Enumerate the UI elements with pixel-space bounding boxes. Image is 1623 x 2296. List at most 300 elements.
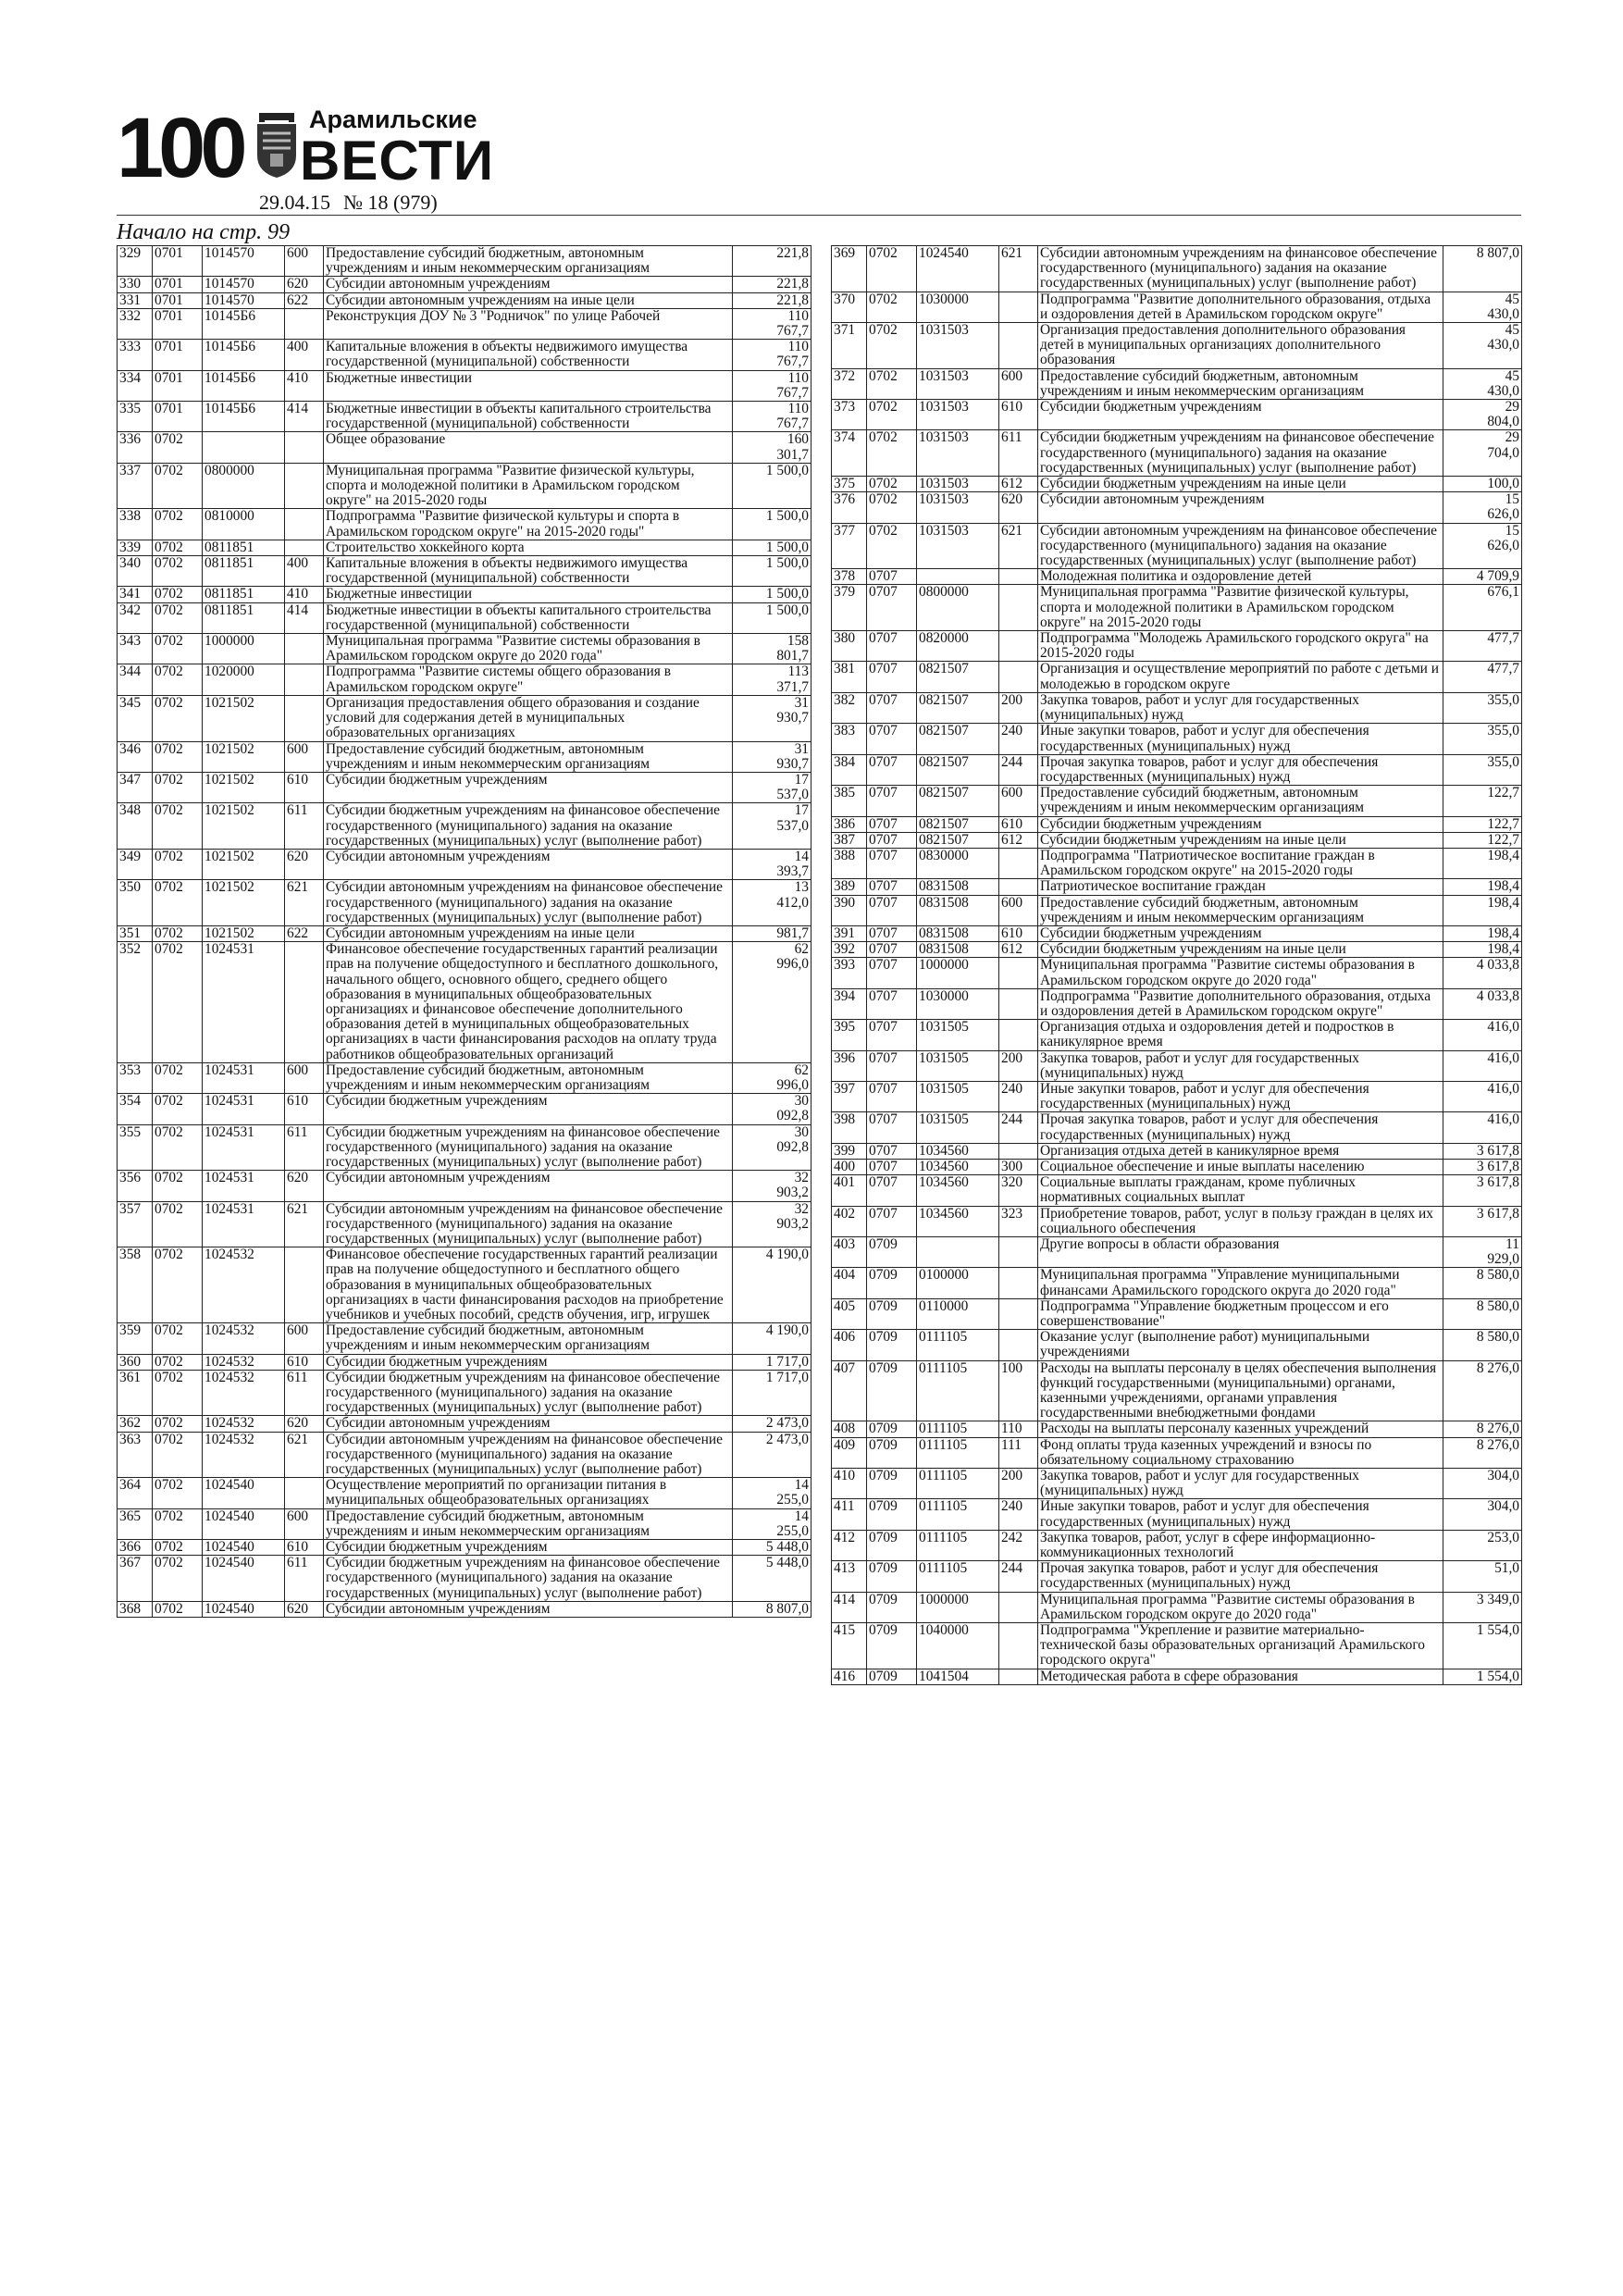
table-row (832, 400, 1522, 430)
target-code (917, 569, 999, 585)
expense-type-code (999, 879, 1038, 895)
row-amount: 8 807,0 (733, 1601, 812, 1617)
target-code (917, 1237, 999, 1268)
row-number: 393 (832, 958, 867, 988)
row-description: Финансовое обеспечение государственных гарантий реализации прав на получение общедоступного и бесплатного дошкольного, начального общего, основного общего, среднего общего образования в муниципальных общеобразовательных организациях и финансовое обеспечение дополнительного образования детей в муниципальных общеобразовательных организациях в части финансирования расходов на оплату труда работников общеобразовательных организаций (324, 942, 733, 1063)
row-number: 383 (832, 724, 867, 754)
row-number: 414 (832, 1592, 867, 1622)
target-code: 1021502 (203, 741, 285, 772)
section-code: 0707 (867, 1206, 917, 1236)
row-description: Субсидии бюджетным учреждениям (1038, 925, 1443, 941)
row-description: Муниципальная программа "Управление муниципальными финансами Арамильского городского округа до 2020 года" (1038, 1268, 1443, 1298)
row-description: Подпрограмма "Укрепление и развитие материально-технической базы образовательных организаций Арамильского городского округа" (1038, 1623, 1443, 1669)
row-description: Субсидии бюджетным учреждениям на иные цели (1038, 832, 1443, 848)
section-code: 0709 (867, 1237, 917, 1268)
section-code: 0702 (153, 1478, 203, 1508)
row-description: Предоставление субсидий бюджетным, автономным учреждениям и иным некоммерческим организациям (1038, 368, 1443, 399)
row-amount: 110 767,7 (733, 308, 812, 339)
row-description: Субсидии бюджетным учреждениям (1038, 400, 1443, 430)
row-description: Субсидии бюджетным учреждениям (324, 1540, 733, 1556)
target-code: 0111105 (917, 1469, 999, 1499)
row-description: Субсидии автономным учреждениям на иные цели (324, 925, 733, 941)
table-row (832, 368, 1522, 399)
table-row (832, 786, 1522, 816)
row-amount: 30 092,8 (733, 1094, 812, 1124)
row-number: 359 (118, 1323, 153, 1354)
section-code: 0707 (867, 816, 917, 832)
section-code: 0702 (867, 292, 917, 322)
table-row (118, 540, 812, 555)
section-code: 0702 (153, 1124, 203, 1171)
table-row (118, 1540, 812, 1556)
target-code: 0811851 (203, 556, 285, 587)
table-row (832, 724, 1522, 754)
table-row (832, 1143, 1522, 1159)
section-code: 0702 (153, 587, 203, 602)
table-row (832, 942, 1522, 958)
table-row (832, 1268, 1522, 1298)
expense-type-code: 610 (285, 1354, 324, 1370)
row-amount: 355,0 (1443, 754, 1522, 785)
newspaper-masthead (117, 100, 1523, 214)
row-number: 370 (832, 292, 867, 322)
table-row (118, 292, 812, 308)
expense-type-code: 610 (999, 400, 1038, 430)
table-row (832, 1669, 1522, 1684)
row-description: Предоставление субсидий бюджетным, автономным учреждениям и иным некоммерческим организациям (324, 1508, 733, 1539)
target-code: 1024532 (203, 1416, 285, 1432)
table-row (832, 1421, 1522, 1437)
target-code: 0821507 (917, 754, 999, 785)
row-amount: 29 704,0 (1443, 430, 1522, 477)
target-code: 10145Б6 (203, 340, 285, 370)
table-row (118, 803, 812, 850)
expense-type-code: 611 (999, 430, 1038, 477)
table-row (118, 556, 812, 587)
table-row (118, 1556, 812, 1602)
row-number: 405 (832, 1298, 867, 1329)
row-number: 355 (118, 1124, 153, 1171)
expense-type-code: 612 (999, 477, 1038, 492)
row-number: 408 (832, 1421, 867, 1437)
row-number: 340 (118, 556, 153, 587)
row-amount: 8 580,0 (1443, 1298, 1522, 1329)
section-code: 0702 (867, 246, 917, 292)
row-number: 372 (832, 368, 867, 399)
table-row (832, 1437, 1522, 1468)
row-number: 394 (832, 988, 867, 1019)
row-amount: 62 996,0 (733, 942, 812, 1063)
section-code: 0702 (153, 1247, 203, 1323)
target-code: 1024531 (203, 1062, 285, 1093)
section-code: 0702 (153, 1094, 203, 1124)
row-number: 387 (832, 832, 867, 848)
expense-type-code (999, 1268, 1038, 1298)
expense-type-code: 610 (285, 1094, 324, 1124)
row-number: 349 (118, 849, 153, 879)
target-code: 1040000 (917, 1623, 999, 1669)
expense-type-code: 600 (285, 246, 324, 277)
section-code: 0707 (867, 958, 917, 988)
row-description: Предоставление субсидий бюджетным, автономным учреждениям и иным некоммерческим организациям (324, 246, 733, 277)
row-amount: 51,0 (1443, 1561, 1522, 1592)
row-number: 384 (832, 754, 867, 785)
row-number: 368 (118, 1601, 153, 1617)
expense-type-code: 300 (999, 1159, 1038, 1174)
row-amount: 304,0 (1443, 1469, 1522, 1499)
target-code: 1024540 (203, 1556, 285, 1602)
section-code: 0702 (153, 741, 203, 772)
target-code: 1024540 (203, 1508, 285, 1539)
row-number: 412 (832, 1530, 867, 1560)
expense-type-code (999, 1237, 1038, 1268)
row-number: 391 (832, 925, 867, 941)
issue-line (259, 191, 438, 215)
expense-type-code: 610 (285, 1540, 324, 1556)
row-number: 385 (832, 786, 867, 816)
row-number: 351 (118, 925, 153, 941)
row-amount: 113 371,7 (733, 664, 812, 695)
row-amount: 1 500,0 (733, 602, 812, 633)
expense-type-code: 620 (285, 1601, 324, 1617)
row-number: 335 (118, 402, 153, 432)
section-code: 0702 (153, 803, 203, 850)
target-code: 1031505 (917, 1112, 999, 1143)
table-row (832, 430, 1522, 477)
target-code: 1021502 (203, 880, 285, 926)
expense-type-code (999, 1143, 1038, 1159)
expense-type-code (285, 463, 324, 509)
target-code: 1000000 (917, 958, 999, 988)
expense-type-code: 600 (285, 1323, 324, 1354)
row-description: Подпрограмма "Патриотическое воспитание граждан в Арамильском городском округе" на 2015-2020 годы (1038, 848, 1443, 878)
row-amount: 198,4 (1443, 942, 1522, 958)
expense-type-code: 621 (999, 523, 1038, 569)
target-code: 1031503 (917, 523, 999, 569)
expense-type-code: 610 (999, 816, 1038, 832)
row-amount: 1 554,0 (1443, 1669, 1522, 1684)
row-description: Молодежная политика и оздоровление детей (1038, 569, 1443, 585)
row-amount: 15 626,0 (1443, 523, 1522, 569)
target-code: 1024532 (203, 1370, 285, 1416)
table-row (832, 832, 1522, 848)
row-amount: 122,7 (1443, 786, 1522, 816)
row-description: Субсидии бюджетным учреждениям на финансовое обеспечение государственного (муниципального) задания на оказание государственных (муниципальных) услуг (выполнение работ) (324, 1556, 733, 1602)
table-row (118, 1124, 812, 1171)
section-code: 0709 (867, 1592, 917, 1622)
row-number: 379 (832, 585, 867, 631)
row-number: 356 (118, 1171, 153, 1201)
row-number: 378 (832, 569, 867, 585)
table-row (118, 277, 812, 292)
section-code: 0707 (867, 692, 917, 723)
section-code: 0702 (153, 1508, 203, 1539)
row-number: 367 (118, 1556, 153, 1602)
row-amount: 1 500,0 (733, 540, 812, 555)
section-code: 0709 (867, 1530, 917, 1560)
table-row (832, 879, 1522, 895)
row-number: 358 (118, 1247, 153, 1323)
target-code: 0811851 (203, 602, 285, 633)
section-code: 0707 (867, 942, 917, 958)
row-amount: 122,7 (1443, 816, 1522, 832)
section-code: 0702 (153, 772, 203, 802)
target-code: 0821507 (917, 662, 999, 692)
expense-type-code: 400 (285, 556, 324, 587)
section-code: 0702 (153, 664, 203, 695)
row-description: Субсидии автономным учреждениям (1038, 492, 1443, 523)
table-row (832, 1330, 1522, 1360)
row-description: Субсидии бюджетным учреждениям на финансовое обеспечение государственного (муниципального) задания на оказание государственных (муниципальных) услуг (выполнение работ) (1038, 430, 1443, 477)
row-amount: 477,7 (1443, 662, 1522, 692)
row-description: Субсидии бюджетным учреждениям на иные цели (1038, 942, 1443, 958)
section-code: 0701 (153, 402, 203, 432)
row-amount: 14 255,0 (733, 1508, 812, 1539)
section-code: 0707 (867, 754, 917, 785)
table-row (832, 1159, 1522, 1174)
row-number: 369 (832, 246, 867, 292)
expense-type-code: 611 (285, 803, 324, 850)
table-row (118, 246, 812, 277)
section-code: 0702 (867, 368, 917, 399)
target-code: 0821507 (917, 724, 999, 754)
row-amount: 981,7 (733, 925, 812, 941)
row-number: 413 (832, 1561, 867, 1592)
target-code: 0810000 (203, 509, 285, 540)
row-number: 331 (118, 292, 153, 308)
row-number: 337 (118, 463, 153, 509)
row-number: 371 (832, 323, 867, 369)
row-description: Субсидии автономным учреждениям на финансовое обеспечение государственного (муниципального) задания на оказание государственных (муниципальных) услуг (выполнение работ) (1038, 246, 1443, 292)
row-amount: 1 500,0 (733, 509, 812, 540)
target-code: 1021502 (203, 925, 285, 941)
section-code: 0701 (153, 370, 203, 401)
expense-type-code: 600 (999, 786, 1038, 816)
expense-type-code: 621 (285, 1201, 324, 1247)
expense-type-code (999, 1592, 1038, 1622)
row-description: Организация предоставления общего образования и создание условий для содержания детей в муниципальных образовательных организациях (324, 695, 733, 741)
target-code: 0830000 (917, 848, 999, 878)
row-amount: 304,0 (1443, 1499, 1522, 1530)
expense-type-code (999, 585, 1038, 631)
target-code: 1034560 (917, 1143, 999, 1159)
row-amount: 1 717,0 (733, 1354, 812, 1370)
target-code: 1031505 (917, 1020, 999, 1050)
table-row (118, 402, 812, 432)
section-code: 0707 (867, 832, 917, 848)
table-row (832, 1592, 1522, 1622)
expense-type-code (999, 1623, 1038, 1669)
row-number: 352 (118, 942, 153, 1063)
row-description: Субсидии автономным учреждениям на финансовое обеспечение государственного (муниципального) задания на оказание государственных (муниципальных) услуг (выполнение работ) (1038, 523, 1443, 569)
target-code: 1031503 (917, 323, 999, 369)
row-description: Социальное обеспечение и иные выплаты населению (1038, 1159, 1443, 1174)
row-amount: 477,7 (1443, 631, 1522, 662)
section-code: 0702 (867, 477, 917, 492)
table-row (118, 772, 812, 802)
row-amount: 110 767,7 (733, 402, 812, 432)
budget-table-right (831, 245, 1522, 1685)
row-amount: 62 996,0 (733, 1062, 812, 1093)
table-row (832, 1298, 1522, 1329)
section-code: 0701 (153, 292, 203, 308)
section-code: 0707 (867, 786, 917, 816)
row-amount: 45 430,0 (1443, 368, 1522, 399)
section-code: 0709 (867, 1469, 917, 1499)
row-number: 380 (832, 631, 867, 662)
row-number: 362 (118, 1416, 153, 1432)
row-description: Субсидии бюджетным учреждениям на финансовое обеспечение государственного (муниципального) задания на оказание государственных (муниципальных) услуг (выполнение работ) (324, 1370, 733, 1416)
row-description: Иные закупки товаров, работ и услуг для обеспечения государственных (муниципальных) нужд (1038, 724, 1443, 754)
row-description: Оказание услуг (выполнение работ) муниципальными учреждениями (1038, 1330, 1443, 1360)
expense-type-code: 110 (999, 1421, 1038, 1437)
expense-type-code: 240 (999, 1081, 1038, 1111)
table-row (118, 432, 812, 463)
row-description: Подпрограмма "Развитие физической культуры и спорта в Арамильском городском округе" на 2015-2020 годы" (324, 509, 733, 540)
row-amount: 110 767,7 (733, 370, 812, 401)
row-amount: 3 617,8 (1443, 1159, 1522, 1174)
row-amount: 355,0 (1443, 692, 1522, 723)
target-code: 0111105 (917, 1530, 999, 1560)
expense-type-code (999, 323, 1038, 369)
table-row (832, 1360, 1522, 1421)
target-code: 1030000 (917, 292, 999, 322)
continuation-note: Начало на стр. 99 (117, 220, 291, 244)
row-number: 374 (832, 430, 867, 477)
target-code: 0831508 (917, 895, 999, 925)
row-amount: 32 903,2 (733, 1201, 812, 1247)
section-code: 0707 (867, 848, 917, 878)
table-row (118, 370, 812, 401)
row-description: Реконструкция ДОУ № 3 "Родничок" по улице Рабочей (324, 308, 733, 339)
table-row (832, 754, 1522, 785)
row-number: 336 (118, 432, 153, 463)
expense-type-code: 611 (285, 1556, 324, 1602)
row-amount: 4 190,0 (733, 1247, 812, 1323)
table-row (832, 323, 1522, 369)
row-description: Субсидии бюджетным учреждениям (324, 772, 733, 802)
expense-type-code: 620 (999, 492, 1038, 523)
table-row (832, 246, 1522, 292)
section-code: 0709 (867, 1330, 917, 1360)
row-amount: 8 276,0 (1443, 1421, 1522, 1437)
row-description: Закупка товаров, работ и услуг для государственных (муниципальных) нужд (1038, 1050, 1443, 1081)
row-amount: 8 276,0 (1443, 1360, 1522, 1421)
section-code: 0702 (153, 1601, 203, 1617)
row-description: Субсидии автономным учреждениям (324, 1416, 733, 1432)
table-row (832, 523, 1522, 569)
target-code: 1034560 (917, 1175, 999, 1206)
section-code: 0707 (867, 1159, 917, 1174)
target-code: 1030000 (917, 988, 999, 1019)
expense-type-code: 244 (999, 1561, 1038, 1592)
row-description: Общее образование (324, 432, 733, 463)
expense-type-code (999, 848, 1038, 878)
row-description: Финансовое обеспечение государственных гарантий реализации прав на получение общедоступного и бесплатного общего образования в муниципальных общеобразовательных организациях в части финансирования расходов на приобретение учебников и учебных пособий, средств обучения, игр, игрушек (324, 1247, 733, 1323)
row-number: 333 (118, 340, 153, 370)
row-number: 398 (832, 1112, 867, 1143)
row-description: Субсидии автономным учреждениям (324, 277, 733, 292)
row-amount: 32 903,2 (733, 1171, 812, 1201)
masthead-title: ВЕСТИ (300, 130, 494, 192)
section-code: 0702 (153, 1556, 203, 1602)
row-number: 397 (832, 1081, 867, 1111)
expense-type-code: 240 (999, 1499, 1038, 1530)
row-number: 366 (118, 1540, 153, 1556)
expense-type-code: 612 (999, 942, 1038, 958)
row-amount: 29 804,0 (1443, 400, 1522, 430)
section-code: 0707 (867, 569, 917, 585)
row-description: Бюджетные инвестиции в объекты капитального строительства государственной (муниципальной) собственности (324, 402, 733, 432)
row-description: Прочая закупка товаров, работ и услуг для обеспечения государственных (муниципальных) нужд (1038, 754, 1443, 785)
target-code: 1031503 (917, 477, 999, 492)
table-row (832, 816, 1522, 832)
section-code: 0702 (867, 523, 917, 569)
expense-type-code: 200 (999, 1469, 1038, 1499)
target-code: 1024532 (203, 1354, 285, 1370)
expense-type-code (285, 695, 324, 741)
row-number: 347 (118, 772, 153, 802)
target-code: 1031505 (917, 1081, 999, 1111)
target-code: 1031503 (917, 430, 999, 477)
row-description: Предоставление субсидий бюджетным, автономным учреждениям и иным некоммерческим организациям (324, 741, 733, 772)
row-description: Субсидии автономным учреждениям на иные цели (324, 292, 733, 308)
row-description: Субсидии автономным учреждениям (324, 1601, 733, 1617)
expense-type-code: 610 (285, 772, 324, 802)
expense-type-code: 320 (999, 1175, 1038, 1206)
target-code: 1024540 (203, 1601, 285, 1617)
section-code: 0702 (153, 1432, 203, 1478)
target-code: 0100000 (917, 1268, 999, 1298)
target-code: 1031505 (917, 1050, 999, 1081)
table-row (118, 1478, 812, 1508)
table-row (118, 602, 812, 633)
row-description: Субсидии автономным учреждениям на финансовое обеспечение государственного (муниципального) задания на оказание государственных (муниципальных) услуг (выполнение работ) (324, 1201, 733, 1247)
row-description: Бюджетные инвестиции (324, 587, 733, 602)
expense-type-code: 620 (285, 849, 324, 879)
row-number: 401 (832, 1175, 867, 1206)
row-amount: 4 709,9 (1443, 569, 1522, 585)
section-code: 0702 (153, 1323, 203, 1354)
row-number: 375 (832, 477, 867, 492)
section-code: 0702 (153, 463, 203, 509)
row-description: Предоставление субсидий бюджетным, автономным учреждениям и иным некоммерческим организациям (1038, 786, 1443, 816)
row-description: Закупка товаров, работ, услуг в сфере информационно-коммуникационных технологий (1038, 1530, 1443, 1560)
row-amount: 4 190,0 (733, 1323, 812, 1354)
target-code: 0820000 (917, 631, 999, 662)
row-number: 350 (118, 880, 153, 926)
expense-type-code (999, 1669, 1038, 1684)
expense-type-code: 621 (999, 246, 1038, 292)
target-code: 0831508 (917, 879, 999, 895)
row-amount: 158 801,7 (733, 634, 812, 664)
row-number: 409 (832, 1437, 867, 1468)
target-code: 0821507 (917, 692, 999, 723)
row-description: Субсидии автономным учреждениям на финансовое обеспечение государственного (муниципального) задания на оказание государственных (муниципальных) услуг (выполнение работ) (324, 1432, 733, 1478)
row-amount: 45 430,0 (1443, 323, 1522, 369)
row-description: Организация и осуществление мероприятий по работе с детьми и молодежью в городском округе (1038, 662, 1443, 692)
row-number: 403 (832, 1237, 867, 1268)
target-code: 1024531 (203, 1124, 285, 1171)
row-number: 416 (832, 1669, 867, 1684)
row-description: Субсидии бюджетным учреждениям на финансовое обеспечение государственного (муниципального) задания на оказание государственных (муниципальных) услуг (выполнение работ) (324, 1124, 733, 1171)
row-number: 364 (118, 1478, 153, 1508)
table-row (118, 1062, 812, 1093)
expense-type-code: 111 (999, 1437, 1038, 1468)
row-amount: 4 033,8 (1443, 958, 1522, 988)
row-description: Приобретение товаров, работ, услуг в пользу граждан в целях их социального обеспечения (1038, 1206, 1443, 1236)
expense-type-code: 622 (285, 292, 324, 308)
